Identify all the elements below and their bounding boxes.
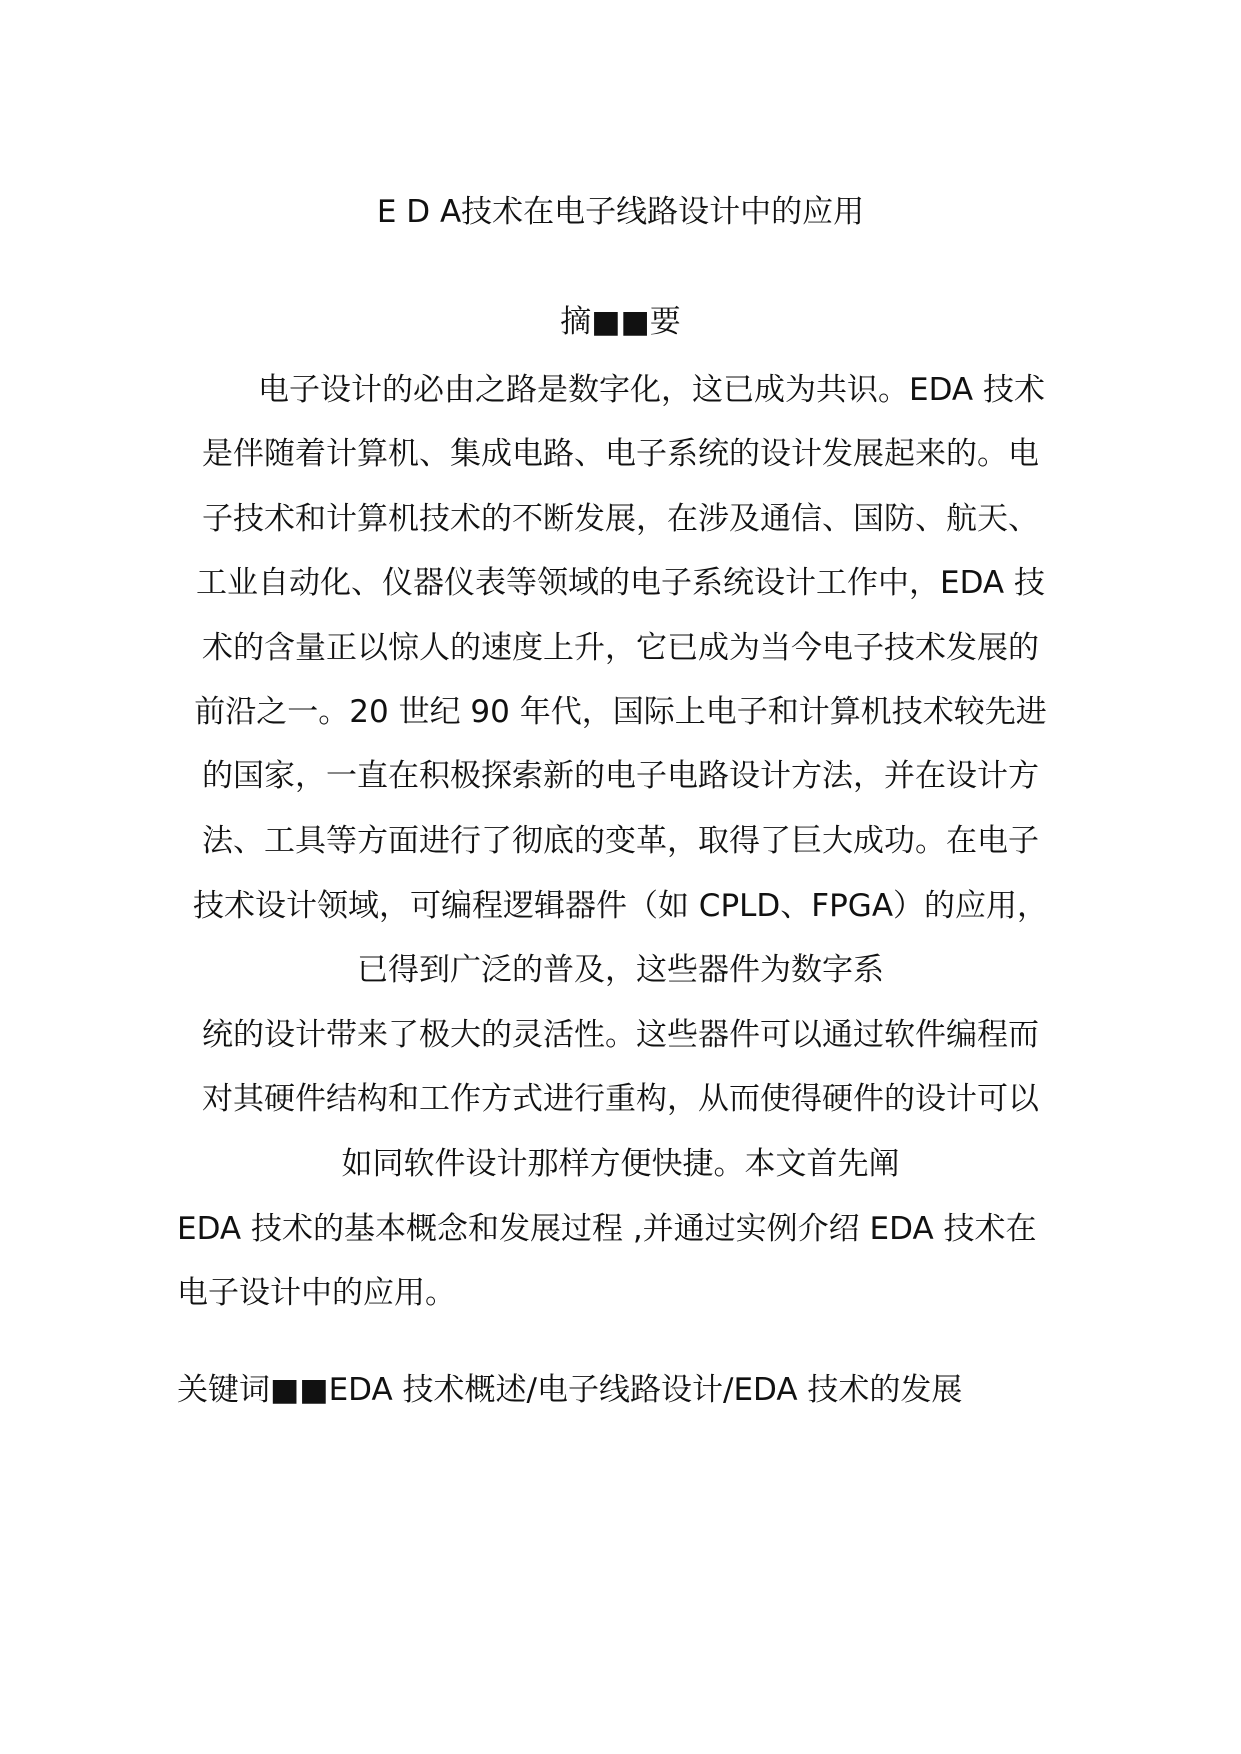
abstract-line: 技术设计领域，可编程逻辑器件（如 CPLD、FPGA）的应用， [192, 888, 1049, 924]
abstract-line: 已得到广泛的普及，这些器件为数字系 [357, 952, 884, 988]
abstract-line: 前沿之一。20 世纪 90 年代，国际上电子和计算机技术较先进 [194, 694, 1047, 730]
abstract-line: 电子设计的必由之路是数字化，这已成为共识。EDA 技术 [258, 372, 1045, 408]
abstract-line: 对其硬件结构和工作方式进行重构，从而使得硬件的设计可以 [202, 1081, 1039, 1117]
abstract-line: 统的设计带来了极大的灵活性。这些器件可以通过软件编程而 [202, 1017, 1039, 1053]
abstract-line: 工业自动化、仪器仪表等领域的电子系统设计工作中，EDA 技 [196, 565, 1045, 601]
abstract-line: 法、工具等方面进行了彻底的变革，取得了巨大成功。在电子 [202, 823, 1039, 859]
abstract-line: 的国家，一直在积极探索新的电子电路设计方法，并在设计方 [202, 758, 1039, 794]
abstract-line: 子技术和计算机技术的不断发展，在涉及通信、国防、航天、 [202, 501, 1039, 537]
abstract-line: 如同软件设计那样方便快捷。本文首先阐 [341, 1146, 900, 1182]
document-title: E D A技术在电子线路设计中的应用 [376, 194, 865, 230]
abstract-line: EDA 技术的基本概念和发展过程 ,并通过实例介绍 EDA 技术在 [177, 1211, 1037, 1247]
abstract-line: 是伴随着计算机、集成电路、电子系统的设计发展起来的。电 [202, 436, 1039, 472]
abstract-line: 术的含量正以惊人的速度上升，它已成为当今电子技术发展的 [202, 630, 1039, 666]
abstract-heading: 摘■■要 [560, 304, 681, 340]
keywords-line: 关键词■■EDA 技术概述/电子线路设计/EDA 技术的发展 [177, 1372, 963, 1408]
abstract-line: 电子设计中的应用。 [177, 1275, 456, 1311]
